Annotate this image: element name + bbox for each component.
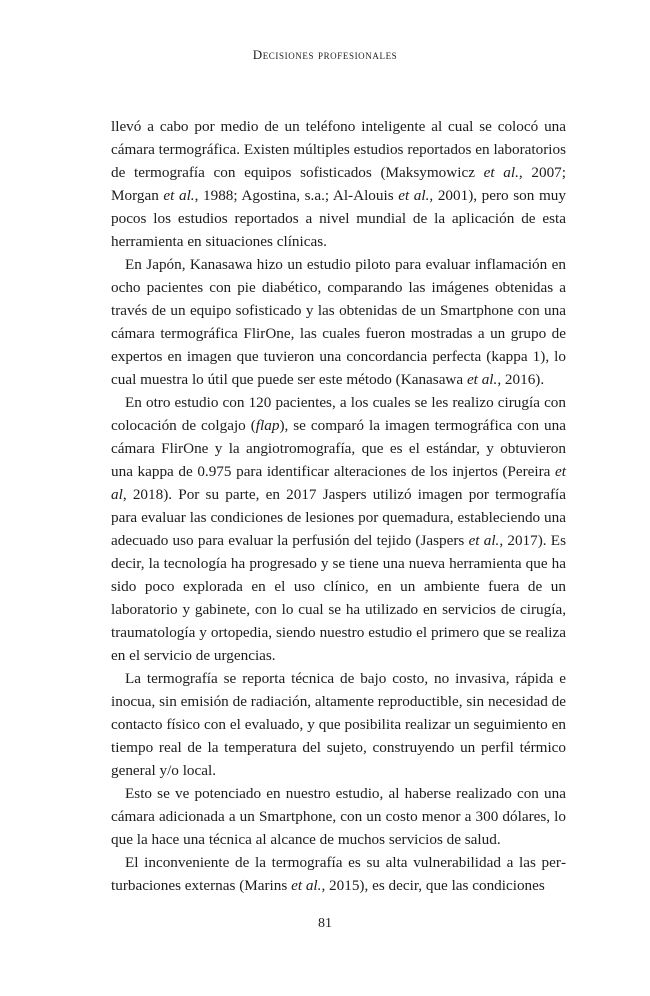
paragraph [111,115,566,253]
paragraph-text: En Japón, Kanasawa hizo un estudio piloto para evaluar inflamación en ocho pacientes con pie diabético, comparando las imágenes obtenidas a través de un equipo sofisticado y las obtenidas de un Smartphone con una cámara termográfica FlirOne, las cuales fueron mostradas a un grupo de expertos en imagen que tuvieron una concordancia perfecta (kappa 1), lo cual muestra lo útil que puede ser este método (Kanasawa [111,256,566,388]
italic-text: et al. [466,371,498,388]
paragraph [111,851,566,897]
paragraph [111,782,566,851]
paragraph-text: Esto se ve potenciado en nuestro estudio, al haberse realizado con una cámara adicionada a un Smartphone, con un costo menor a 300 dólares, lo que la hace una técnica al alcance de muchos servicios de salud. [111,785,566,848]
body-text [111,115,566,897]
paragraph-text: En otro estudio con 120 pacientes, a los cuales se les realizo cirugía con colocación de colgajo ( [111,394,566,434]
paragraph-text: El inconveniente de la termografía es su alta vulnerabilidad a las perturbaciones externas (Marins [111,854,566,894]
page-number: 81 [318,916,332,931]
italic-text: et al [111,463,566,503]
paragraph-text: , 2018). Por su parte, en 2017 Jaspers utilizó imagen por termografía para evaluar las condiciones de lesiones por quemadura, estableciendo una adecuado uso para evaluar la perfusión del tejido (Jaspers [111,486,566,549]
italic-text: et al. [163,187,195,204]
paragraph-text: , 2001), pero son muy pocos los estudios reportados a nivel mundial de la aplicación de esta herramienta en situaciones clínicas. [111,187,566,250]
paragraph-text: , 2016). [497,371,545,388]
paragraph-text: llevó a cabo por medio de un teléfono inteligente al cual se colocó una cámara termográfica. Existen múltiples estudios reportados en laboratorios de termografía con equipos sofisticados (Maksymowicz [111,118,566,181]
paragraph-text: , 2017). Es decir, la tecnología ha progresado y se tiene una nueva herramienta que ha sido poco explorada en el uso clínico, en un ambiente fuera de un laboratorio y gabinete, con lo cual se ha utilizado en servicios de cirugía, traumatología y ortopedia, siendo nuestro estudio el primero que se realiza en el servicio de urgencias. [111,532,566,664]
paragraph-text: ), se comparó la imagen termográfica con una cámara FlirOne y la angiotromografía, que es el estándar, y obtuvieron una kappa de 0.975 para identificar alteraciones de los injertos (Pereira [111,417,566,480]
italic-text: flap [255,417,280,434]
paragraph [111,391,566,667]
italic-text: et al. [483,164,519,181]
paragraph-text: La termografía se reporta técnica de bajo costo, no invasiva, rápida e inocua, sin emisión de radiación, altamente reproductible, sin necesidad de contacto físico con el evaluado, y que posibilita realizar un seguimiento en tiempo real de la temperatura del sujeto, construyendo un perfil térmico general y/o local. [111,670,566,779]
paragraph [111,253,566,391]
italic-text: et al. [398,187,430,204]
paragraph-text: , 2015), es decir, que las condiciones [321,877,545,894]
running-head: Decisiones profesionales [252,47,398,62]
paragraph-text: , 2007; Morgan [111,164,566,204]
paragraph [111,667,566,782]
paragraph-text: , 1988; Agostina, s.a.; Al-Alouis [194,187,399,204]
italic-text: et al. [291,877,322,894]
italic-text: et al. [468,532,500,549]
